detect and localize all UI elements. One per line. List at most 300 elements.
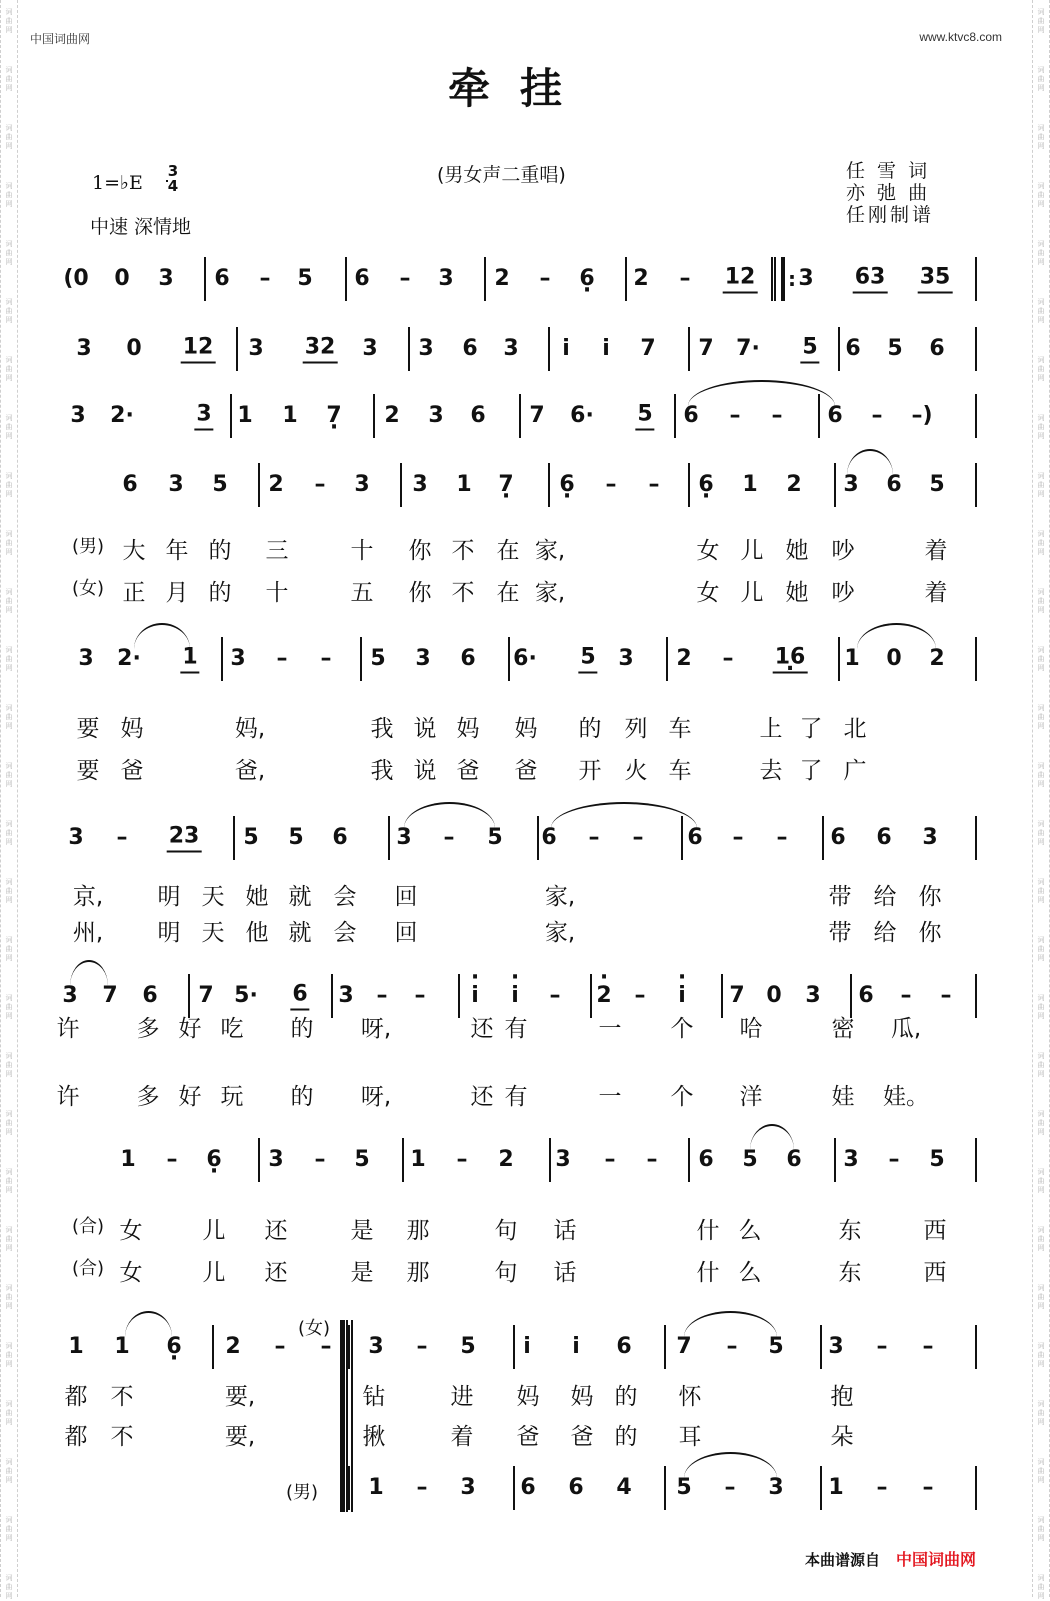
note: 0	[886, 646, 902, 671]
note: 3	[412, 472, 428, 497]
bar-line	[537, 816, 539, 860]
note: –	[729, 403, 741, 428]
lyric-line	[0, 1254, 1040, 1284]
note: i	[523, 1334, 531, 1359]
bar-line	[688, 463, 690, 507]
lyric-syllable: 东	[838, 1260, 862, 1286]
note: 3	[805, 983, 821, 1008]
note: 1	[456, 472, 472, 497]
time-signature-bottom: 4	[167, 177, 179, 195]
note: 5	[635, 402, 654, 431]
note: –	[724, 1475, 736, 1500]
watermark-text: 词 曲 网	[1037, 414, 1045, 440]
note: 1	[742, 472, 758, 497]
watermark-text: 词 曲 网	[5, 1400, 13, 1426]
watermark-text: 词 曲 网	[5, 1516, 13, 1542]
lyric-syllable: 不	[110, 1424, 134, 1450]
lyric-line	[0, 1078, 1040, 1108]
watermark-text: 词 曲 网	[5, 936, 13, 962]
lyric-syllable: 妈,	[234, 716, 266, 742]
note: 1	[114, 1334, 130, 1359]
bar-line	[258, 463, 260, 507]
note: 6	[876, 825, 892, 850]
note: 7	[529, 403, 545, 428]
lyric-syllable: 你	[408, 580, 432, 606]
lyric-syllable: 东	[838, 1218, 862, 1244]
note: 6	[845, 336, 861, 361]
lyric-syllable: 爸	[514, 758, 538, 784]
lyric-syllable: 就	[288, 884, 312, 910]
note: · i	[471, 983, 479, 1009]
lyric-syllable: 的	[290, 1084, 314, 1110]
lyric-syllable: 洋	[739, 1084, 763, 1110]
lyric-syllable: 西	[923, 1218, 947, 1244]
bar-line	[666, 637, 668, 681]
watermark-text: 词 曲 网	[1037, 356, 1045, 382]
note: –	[726, 1334, 738, 1359]
lyric-syllable: 京,	[72, 884, 104, 910]
note: 3	[843, 472, 859, 497]
note: 5	[578, 645, 597, 674]
lyric-syllable: 什	[696, 1260, 720, 1286]
lyric-syllable: 那	[406, 1218, 430, 1244]
lyric-syllable: 去	[759, 758, 783, 784]
note: 5	[929, 472, 945, 497]
lyric-syllable: 多	[136, 1016, 160, 1042]
lyric-syllable: 话	[553, 1218, 577, 1244]
lyric-syllable: 我	[370, 758, 394, 784]
note: –	[320, 646, 332, 671]
lyric-syllable: 妈	[514, 716, 538, 742]
note: 3	[338, 983, 354, 1008]
bar-line	[233, 816, 235, 860]
lyric-line	[0, 878, 1040, 908]
watermark-text: 词 曲 网	[5, 1284, 13, 1310]
note: –	[940, 983, 952, 1008]
note: 1	[410, 1147, 426, 1172]
note: 23	[167, 824, 202, 853]
song-title: 牵挂	[447, 64, 592, 113]
lyric-syllable: 句	[494, 1218, 518, 1244]
note: –	[116, 825, 128, 850]
note: 6 ·	[559, 472, 574, 498]
lyric-syllable: 玩	[220, 1084, 244, 1110]
lyric-syllable: 说	[413, 758, 437, 784]
note: 2·	[110, 403, 134, 428]
bar-line	[975, 1138, 977, 1182]
note: 6	[827, 403, 843, 428]
watermark-text: 词 曲 网	[5, 124, 13, 150]
note: 6	[698, 1147, 714, 1172]
note: 3	[768, 1475, 784, 1500]
lyric-syllable: 抱	[830, 1384, 854, 1410]
lyric-syllable: 回	[394, 884, 418, 910]
note: 3	[68, 825, 84, 850]
note: 63	[853, 265, 888, 294]
watermark-text: 词 曲 网	[1037, 936, 1045, 962]
lyric-syllable: 火	[624, 758, 648, 784]
watermark-text: 词 曲 网	[5, 994, 13, 1020]
note: –	[922, 1475, 934, 1500]
lyric-line	[0, 914, 1040, 944]
watermark-text: 词 曲 网	[1037, 878, 1045, 904]
lyric-syllable: 五	[350, 580, 374, 606]
bar-line	[688, 1138, 690, 1182]
note: –	[900, 983, 912, 1008]
bar-line	[838, 327, 840, 371]
note: 0	[114, 266, 130, 291]
bar-line	[822, 816, 824, 860]
note: 5	[297, 266, 313, 291]
note: 6 ·	[698, 472, 713, 498]
watermark-text: 词 曲 网	[5, 182, 13, 208]
note: –	[776, 825, 788, 850]
lyric-syllable: 娃	[831, 1084, 855, 1110]
note: 3	[922, 825, 938, 850]
note: 12	[181, 335, 216, 364]
bar-line	[625, 257, 627, 301]
lyric-syllable: 回	[394, 920, 418, 946]
watermark-text: 词 曲 网	[1037, 820, 1045, 846]
lyric-syllable: 都	[64, 1424, 88, 1450]
lyric-syllable: 娃。	[883, 1084, 929, 1110]
lyric-syllable: 爸,	[234, 758, 266, 784]
lyric-syllable: 许	[56, 1016, 80, 1042]
note: –	[722, 646, 734, 671]
lyric-syllable: 妈	[456, 716, 480, 742]
lyric-syllable: 许	[56, 1084, 80, 1110]
note: 1	[368, 1475, 384, 1500]
lyric-syllable: 她	[245, 884, 269, 910]
note: 6	[354, 266, 370, 291]
note: (0	[63, 266, 89, 291]
slur	[688, 380, 835, 406]
note: 3	[368, 1334, 384, 1359]
note: 6	[290, 982, 309, 1011]
note: 6	[462, 336, 478, 361]
note: 6	[616, 1334, 632, 1359]
lyric-syllable: 儿	[202, 1260, 226, 1286]
note: 5	[370, 646, 386, 671]
note: –	[320, 1334, 332, 1359]
watermark-text: 词 曲 网	[5, 356, 13, 382]
lyric-syllable: 要,	[224, 1384, 256, 1410]
watermark-text: 词 曲 网	[5, 1110, 13, 1136]
lyric-syllable: 大	[122, 538, 146, 564]
note: 6	[830, 825, 846, 850]
lyric-syllable: 爸	[120, 758, 144, 784]
bar-line	[513, 1466, 515, 1510]
site-url-right: www.ktvc8.com	[919, 30, 1002, 44]
duet-brace	[340, 1320, 353, 1512]
note: i	[572, 1334, 580, 1359]
lyric-syllable: 州,	[72, 920, 104, 946]
note: 3	[230, 646, 246, 671]
bar-line	[975, 394, 977, 438]
lyric-syllable: 天	[201, 920, 225, 946]
watermark-text: 词 曲 网	[1037, 530, 1045, 556]
note: 3	[396, 825, 412, 850]
note: · i	[678, 983, 686, 1009]
note: –	[922, 1334, 934, 1359]
watermark-text: 词 曲 网	[5, 1342, 13, 1368]
slur	[857, 623, 936, 649]
bar-line	[345, 257, 347, 301]
lyric-syllable: 明	[157, 884, 181, 910]
bar-line	[484, 257, 486, 301]
lyric-line	[0, 1378, 1040, 1408]
right-watermark-strip	[1032, 0, 1050, 1600]
lyric-syllable: 着	[924, 538, 948, 564]
lyric-syllable: 妈	[120, 716, 144, 742]
slur	[404, 802, 495, 828]
note: 2·	[117, 646, 141, 671]
lyric-syllable: 儿	[202, 1218, 226, 1244]
note: 1	[180, 645, 199, 674]
watermark-text: 词 曲 网	[5, 704, 13, 730]
note: 2	[786, 472, 802, 497]
lyric-syllable: 不	[110, 1384, 134, 1410]
slur	[70, 960, 108, 986]
lyric-syllable: 一	[598, 1084, 622, 1110]
note: 1	[282, 403, 298, 428]
note: 16 ·	[773, 645, 808, 674]
watermark-text: 词 曲 网	[1037, 1574, 1045, 1600]
lyric-syllable: 吃	[220, 1016, 244, 1042]
lyric-syllable: 揪	[362, 1424, 386, 1450]
lyric-syllable: 要	[76, 716, 100, 742]
note: –	[166, 1147, 178, 1172]
note: 3	[438, 266, 454, 291]
note: 5·	[234, 983, 258, 1008]
note: 2	[384, 403, 400, 428]
lyric-syllable: 儿	[740, 580, 764, 606]
watermark-text: 词 曲 网	[1037, 588, 1045, 614]
note: 5	[354, 1147, 370, 1172]
bar-line	[834, 463, 836, 507]
watermark-text: 词 曲 网	[1037, 1052, 1045, 1078]
bar-line	[975, 1466, 977, 1510]
watermark-text: 词 曲 网	[5, 588, 13, 614]
lyric-syllable: 好	[178, 1084, 202, 1110]
bar-line	[771, 257, 773, 301]
lyric-syllable: 车	[668, 758, 692, 784]
bar-line	[975, 463, 977, 507]
lyric-syllable: 就	[288, 920, 312, 946]
bar-line	[688, 327, 690, 371]
note: –	[646, 1147, 658, 1172]
lyric-syllable: 家,	[534, 538, 566, 564]
note: 7	[729, 983, 745, 1008]
watermark-text: 词 曲 网	[1037, 1168, 1045, 1194]
lyric-syllable: 开	[578, 758, 602, 784]
lyric-syllable: 上	[759, 716, 783, 742]
slur	[134, 623, 190, 649]
note: 4	[616, 1475, 632, 1500]
lyric-syllable: 爸	[570, 1424, 594, 1450]
lyric-syllable: 的	[208, 580, 232, 606]
watermark-text: 词 曲 网	[5, 472, 13, 498]
watermark-text: 词 曲 网	[5, 762, 13, 788]
source-label: 本曲谱源自	[805, 1551, 881, 1569]
watermark-text: 词 曲 网	[5, 414, 13, 440]
note: 3	[168, 472, 184, 497]
lyric-syllable: 妈	[516, 1384, 540, 1410]
lyric-syllable: 好	[178, 1016, 202, 1042]
bar-line	[236, 327, 238, 371]
watermark-text: 词 曲 网	[1037, 646, 1045, 672]
note: 32	[303, 335, 338, 364]
watermark-text: 词 曲 网	[5, 8, 13, 34]
note: –	[399, 266, 411, 291]
voice-label-female: (女)	[298, 1318, 331, 1339]
note: 3	[503, 336, 519, 361]
bar-line	[373, 394, 375, 438]
note: 5	[212, 472, 228, 497]
lyric-syllable: 十	[350, 538, 374, 564]
slur	[684, 1311, 777, 1337]
lyric-syllable: 么	[738, 1218, 762, 1244]
lyric-syllable: 还	[264, 1260, 288, 1286]
watermark-text: 词 曲 网	[5, 1574, 13, 1600]
lyric-syllable: 还	[470, 1084, 494, 1110]
lyric-syllable: 钻	[362, 1384, 386, 1410]
note: 1	[120, 1147, 136, 1172]
source-site: 中国词曲网	[896, 1550, 977, 1569]
note: 2	[676, 646, 692, 671]
note: 6	[886, 472, 902, 497]
watermark-text: 词 曲 网	[5, 1226, 13, 1252]
lyric-syllable: 朵	[830, 1424, 854, 1450]
watermark-text: 词 曲 网	[1037, 1110, 1045, 1136]
watermark-text: 词 曲 网	[1037, 66, 1045, 92]
watermark-text: 词 曲 网	[5, 820, 13, 846]
lyric-syllable: 吵	[831, 538, 855, 564]
note: 7 ·	[326, 403, 341, 429]
lyric-syllable: 有	[504, 1016, 528, 1042]
note: –	[732, 825, 744, 850]
lyric-syllable: 月	[165, 580, 189, 606]
lyric-syllable: 你	[918, 920, 942, 946]
lyric-syllable: 带	[828, 884, 852, 910]
note: 6·	[513, 646, 537, 671]
note: 6	[214, 266, 230, 291]
note: 2	[494, 266, 510, 291]
slur	[750, 1124, 794, 1150]
watermark-text: 词 曲 网	[5, 878, 13, 904]
note: 3	[268, 1147, 284, 1172]
arranger: 任刚制谱	[846, 204, 935, 226]
lyric-syllable: 列	[624, 716, 648, 742]
repeat-dots: :	[788, 267, 796, 291]
lyric-syllable: 呀,	[360, 1016, 392, 1042]
lyricist: 任 雪 词	[846, 160, 931, 182]
note: –	[634, 983, 646, 1008]
repeat-bar	[781, 257, 785, 301]
note: 3	[354, 472, 370, 497]
note: 1	[237, 403, 253, 428]
note: 5	[676, 1475, 692, 1500]
note: 3	[78, 646, 94, 671]
lyric-syllable: 的	[208, 538, 232, 564]
bar-line	[975, 1325, 977, 1369]
bar-line	[838, 637, 840, 681]
lyric-syllable: 给	[873, 920, 897, 946]
note: –	[274, 1334, 286, 1359]
note: 3	[76, 336, 92, 361]
lyric-syllable: 是	[350, 1218, 374, 1244]
lyric-syllable: 家,	[544, 884, 576, 910]
lyric-syllable: 说	[413, 716, 437, 742]
note: 6	[470, 403, 486, 428]
lyric-syllable: 给	[873, 884, 897, 910]
note: i	[602, 336, 610, 361]
note: 3	[70, 403, 86, 428]
lyric-syllable: 我	[370, 716, 394, 742]
lyric-syllable: 呀,	[360, 1084, 392, 1110]
note: 3	[248, 336, 264, 361]
note: 5	[768, 1334, 784, 1359]
lyric-syllable: 着	[924, 580, 948, 606]
note: 5	[460, 1334, 476, 1359]
note: 3	[555, 1147, 571, 1172]
note: –)	[911, 403, 933, 428]
lyric-syllable: 着	[450, 1424, 474, 1450]
lyric-syllable: 妈	[570, 1384, 594, 1410]
note: 5	[929, 1147, 945, 1172]
note: –	[314, 1147, 326, 1172]
note: 6	[122, 472, 138, 497]
lyric-syllable: 什	[696, 1218, 720, 1244]
lyric-syllable: 爸	[516, 1424, 540, 1450]
note: 1	[828, 1475, 844, 1500]
lyric-syllable: 家,	[534, 580, 566, 606]
lyric-line	[0, 1010, 1040, 1040]
lyric-syllable: 那	[406, 1260, 430, 1286]
watermark-text: 词 曲 网	[1037, 182, 1045, 208]
note: 3	[158, 266, 174, 291]
note: –	[414, 983, 426, 1008]
note: –	[679, 266, 691, 291]
note: 0	[126, 336, 142, 361]
watermark-text: 词 曲 网	[1037, 994, 1045, 1020]
bar-line	[508, 637, 510, 681]
note: –	[588, 825, 600, 850]
lyric-syllable: 在	[496, 538, 520, 564]
lyric-syllable: 天	[201, 884, 225, 910]
bar-line	[834, 1138, 836, 1182]
note: 0	[766, 983, 782, 1008]
note: 6	[786, 1147, 802, 1172]
lyric-syllable: 要	[76, 758, 100, 784]
slur	[125, 1311, 172, 1337]
note: 7	[102, 983, 118, 1008]
bar-line	[402, 1138, 404, 1182]
watermark-text: 词 曲 网	[1037, 8, 1045, 34]
note: –	[259, 266, 271, 291]
lyric-syllable: 怀	[678, 1384, 702, 1410]
note: 3	[618, 646, 634, 671]
watermark-text: 词 曲 网	[1037, 1342, 1045, 1368]
note: –	[376, 983, 388, 1008]
bar-line	[388, 816, 390, 860]
bar-line	[975, 257, 977, 301]
note: –	[456, 1147, 468, 1172]
voice-label-male: (男)	[286, 1482, 319, 1503]
note: 6	[683, 403, 699, 428]
note: 7	[198, 983, 214, 1008]
watermark-text: 词 曲 网	[5, 1168, 13, 1194]
